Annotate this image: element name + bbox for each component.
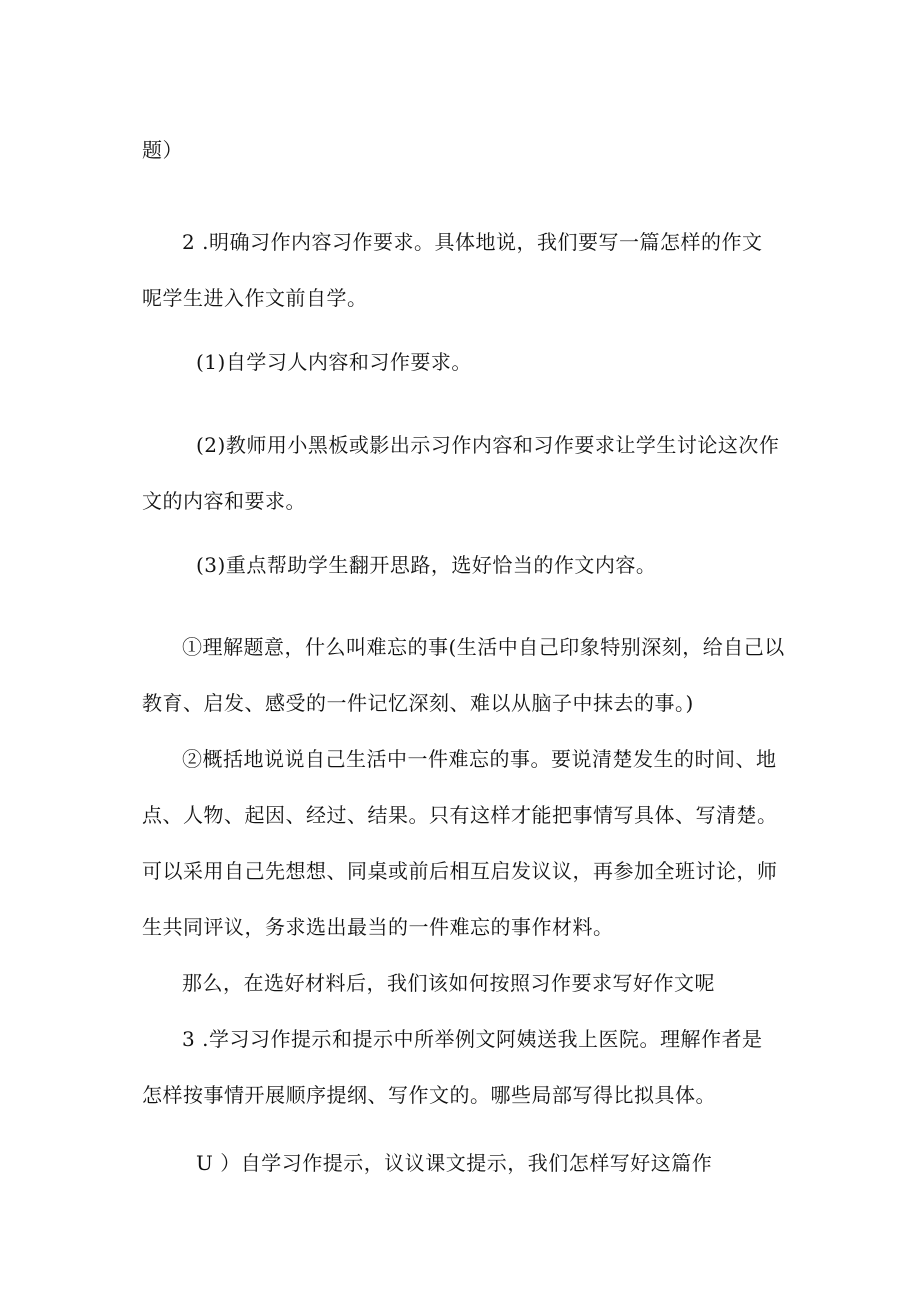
text-line: U ）自学习作提示，议议课文提示，我们怎样写好这篇作	[196, 1151, 713, 1175]
text-line: 怎样按事情开展顺序提纲、写作文的。哪些局部写得比拟具体。	[142, 1083, 716, 1107]
text-line: (3)重点帮助学生翻开思路，选好恰当的作文内容。	[196, 553, 657, 577]
text-line: 2 .明确习作内容习作要求。具体地说，我们要写一篇怎样的作文	[182, 230, 763, 254]
text-line: ②概括地说说自己生活中一件难忘的事。要说清楚发生的时间、地	[182, 747, 777, 771]
text-line: 文的内容和要求。	[142, 489, 306, 513]
text-line: (1)自学习人内容和习作要求。	[196, 350, 472, 374]
text-line: 点、人物、起因、经过、结果。只有这样才能把事情写具体、写清楚。	[142, 803, 778, 827]
text-line: 3 .学习习作提示和提示中所举例文阿姨送我上医院。理解作者是	[182, 1027, 763, 1051]
text-line: 生共同评议，务求选出最当的一件难忘的事作材料。	[142, 915, 614, 939]
text-line: (2)教师用小黑板或影出示习作内容和习作要求让学生讨论这次作	[196, 433, 780, 457]
text-line: ①理解题意，什么叫难忘的事(生活中自己印象特别深刻，给自己以	[182, 635, 785, 659]
text-line: 可以采用自己先想想、同桌或前后相互启发议议，再参加全班讨论，师	[142, 859, 778, 883]
text-line: 题）	[142, 138, 183, 162]
text-line: 那么，在选好材料后，我们该如何按照习作要求写好作文呢	[182, 971, 715, 995]
text-line: 教育、启发、感受的一件记忆深刻、难以从脑子中抹去的事。)	[142, 691, 694, 715]
text-line: 呢学生进入作文前自学。	[142, 286, 368, 310]
